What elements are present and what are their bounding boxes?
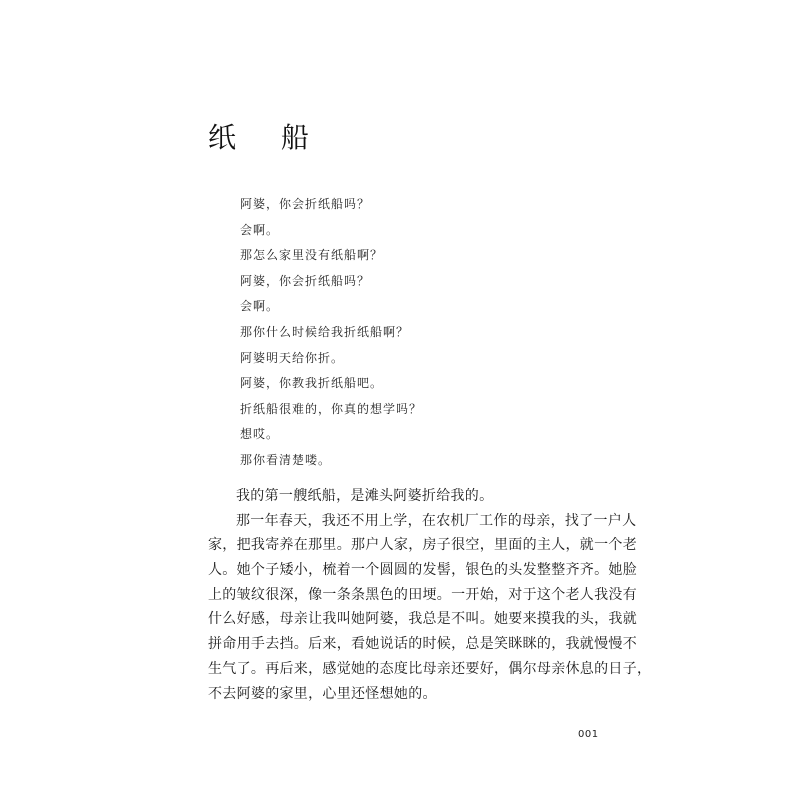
text-line: 生气了。再后来，感觉她的态度比母亲还要好，偶尔母亲休息的日子， (208, 660, 652, 677)
text-line: 我的第一艘纸船，是滩头阿婆折给我的。 (236, 488, 494, 504)
text-line: 不去阿婆的家里，心里还怪想她的。 (208, 685, 437, 702)
dialogue-line: 阿婆，你教我折纸船吧。 (240, 376, 384, 391)
text-line: 那一年春天，我还不用上学，在农机厂工作的母亲，找了一户人 (236, 512, 637, 529)
dialogue-line: 会啊。 (240, 222, 280, 237)
dialogue-line: 那怎么家里没有纸船啊？ (240, 248, 384, 263)
text-line: 什么好感，母亲让我叫她阿婆，我总是不叫。她要来摸我的头，我就 (208, 611, 637, 628)
dialogue-line: 折纸船很难的，你真的想学吗？ (240, 401, 423, 416)
paragraph-1 (208, 484, 614, 509)
dialogue-line: 想哎。 (240, 427, 280, 442)
text-line: 上的皱纹很深，像一条条黑色的田埂。一开始，对于这个老人我没有 (208, 586, 637, 603)
text-line: 拼命用手去挡。后来，看她说话的时候，总是笑眯眯的，我就慢慢不 (208, 636, 637, 653)
text-line: 家，把我寄养在那里。那户人家，房子很空，里面的主人，就一个老 (208, 537, 637, 554)
dialogue-line: 阿婆明天给你折。 (240, 350, 345, 365)
page-number: 001 (578, 729, 599, 740)
body-text (208, 484, 652, 706)
dialogue-line: 阿婆，你会折纸船吗？ (240, 273, 371, 288)
dialogue-line: 会啊。 (240, 299, 280, 314)
chapter-title: 纸 船 (208, 121, 327, 154)
dialogue-line: 阿婆，你会折纸船吗？ (240, 197, 371, 211)
text-line: 人。她个子矮小，梳着一个圆圆的发髻，银色的头发整整齐齐。她脸 (208, 562, 637, 579)
dialogue-block (240, 194, 422, 476)
paragraph-2 (208, 509, 652, 707)
dialogue-line: 那你看清楚喽。 (240, 452, 332, 467)
dialogue-line: 那你什么时候给我折纸船啊？ (240, 324, 410, 339)
